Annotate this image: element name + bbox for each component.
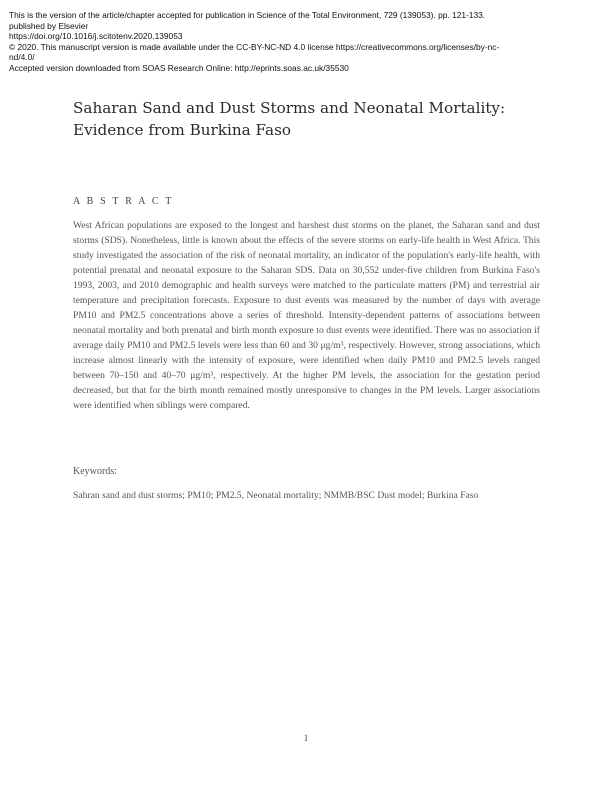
header-line-doi-link[interactable]: https://doi.org/10.1016/j.scitotenv.2020.139053 bbox=[9, 31, 183, 42]
header-line-publisher: published by Elsevier bbox=[9, 20, 89, 31]
keywords-heading: Keywords: bbox=[73, 466, 117, 477]
header-line-citation: This is the version of the article/chapter accepted for publication in Science of the Total Environment, 729 (139053). pp. 121-133. bbox=[9, 10, 486, 20]
abstract-heading: A B S T R A C T bbox=[73, 196, 174, 207]
header-line-license[interactable]: © 2020. This manuscript version is made available under the CC-BY-NC-ND 4.0 license https://creativecommons.org/licenses/by-nc- bbox=[9, 41, 500, 52]
paper-title: Saharan Sand and Dust Storms and Neonatal Mortality: Evidence from Burkina Faso bbox=[73, 99, 506, 139]
publication-notice-header bbox=[9, 10, 605, 74]
header-line-repository-link[interactable]: Accepted version downloaded from SOAS Research Online: http://eprints.soas.ac.uk/35530 bbox=[9, 62, 349, 73]
keywords-text: Sahran sand and dust storms; PM10; PM2.5, Neonatal mortality; NMMB/BSC Dust model; Burkina Faso bbox=[73, 490, 479, 501]
abstract-text: West African populations are exposed to the longest and harshest dust storms on the planet, the Saharan sand and dust storms (SDS). Nonetheless, little is known about the effects of the severe storms on early-life health in West Africa. This study investigated the association of the risk of neonatal mortality, an indicator of the population's early-life health, with potential prenatal and neonatal exposure to the Saharan SDS. Data on 30,552 under-five children from Burkina Faso's 1993, 2003, and 2010 demographic and health surveys were matched to the particulate matters (PM) and terrestrial air temperature and precipitation forecasts. Exposure to dust events was measured by the number of days with average PM10 and PM2.5 concentrations above a series of threshold. Intensity-dependent patterns of associations between neonatal mortality and both prenatal and birth month exposure to dust events were identified. There was no association if average daily PM10 and PM2.5 levels were less than 60 and 30 μg/m³, respectively. However, strong associations, which increase almost linearly with the intensity of exposure, were identified when daily PM10 and PM2.5 levels ranged between 70–150 and 40–70 μg/m³, respectively. At the higher PM levels, the association for the gestation period decreased, but that for the birth month remained mostly unresponsive to changes in the PM levels. Larger associations were identified when siblings were compared. bbox=[73, 220, 540, 411]
header-line-license-cont[interactable]: nd/4.0/ bbox=[9, 52, 35, 63]
page-number: 1 bbox=[303, 733, 309, 743]
